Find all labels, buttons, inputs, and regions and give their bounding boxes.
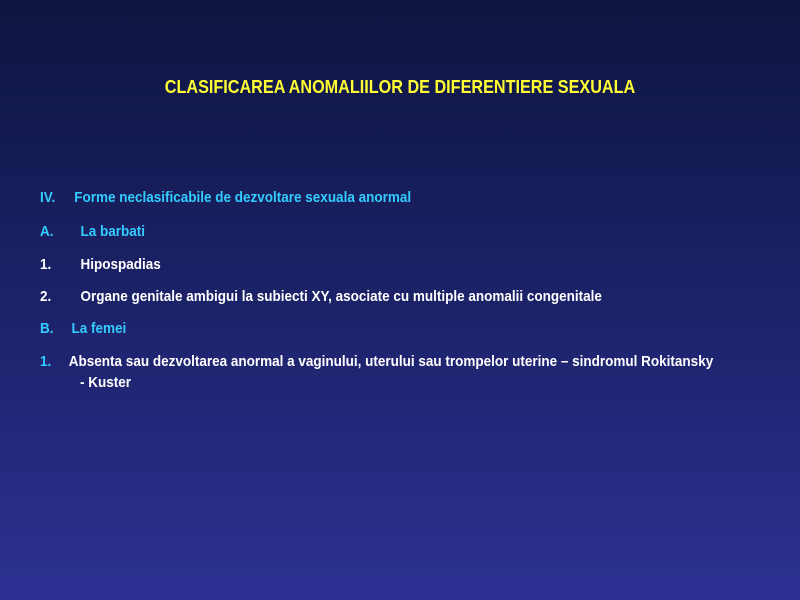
slide-title: CLASIFICAREA ANOMALIILOR DE DIFERENTIERE SEXUALA — [164, 77, 636, 97]
group-a-marker: A. — [40, 223, 54, 240]
list-item-text: Absenta sau dezvoltarea anormal a vaginului, uterului sau trompelor uterine – sindromul Rokitansky — [68, 353, 714, 370]
list-item-continuation — [80, 374, 131, 391]
list-item-continuation-text: - Kuster — [80, 374, 132, 391]
group-b-marker: B. — [40, 320, 54, 337]
group-b-text: La femei — [71, 320, 127, 337]
group-a-text: La barbati — [80, 223, 146, 240]
list-item-text: Organe genitale ambigui la subiecti XY, asociate cu multiple anomalii congenitale — [80, 288, 602, 305]
section-text: Forme neclasificabile de dezvoltare sexuala anormal — [74, 189, 412, 206]
list-item-marker: 2. — [40, 288, 52, 305]
list-item-marker: 1. — [40, 256, 52, 273]
list-item-text: Hipospadias — [80, 256, 161, 273]
section-marker: IV. — [40, 189, 56, 206]
list-item-marker: 1. — [40, 353, 52, 370]
